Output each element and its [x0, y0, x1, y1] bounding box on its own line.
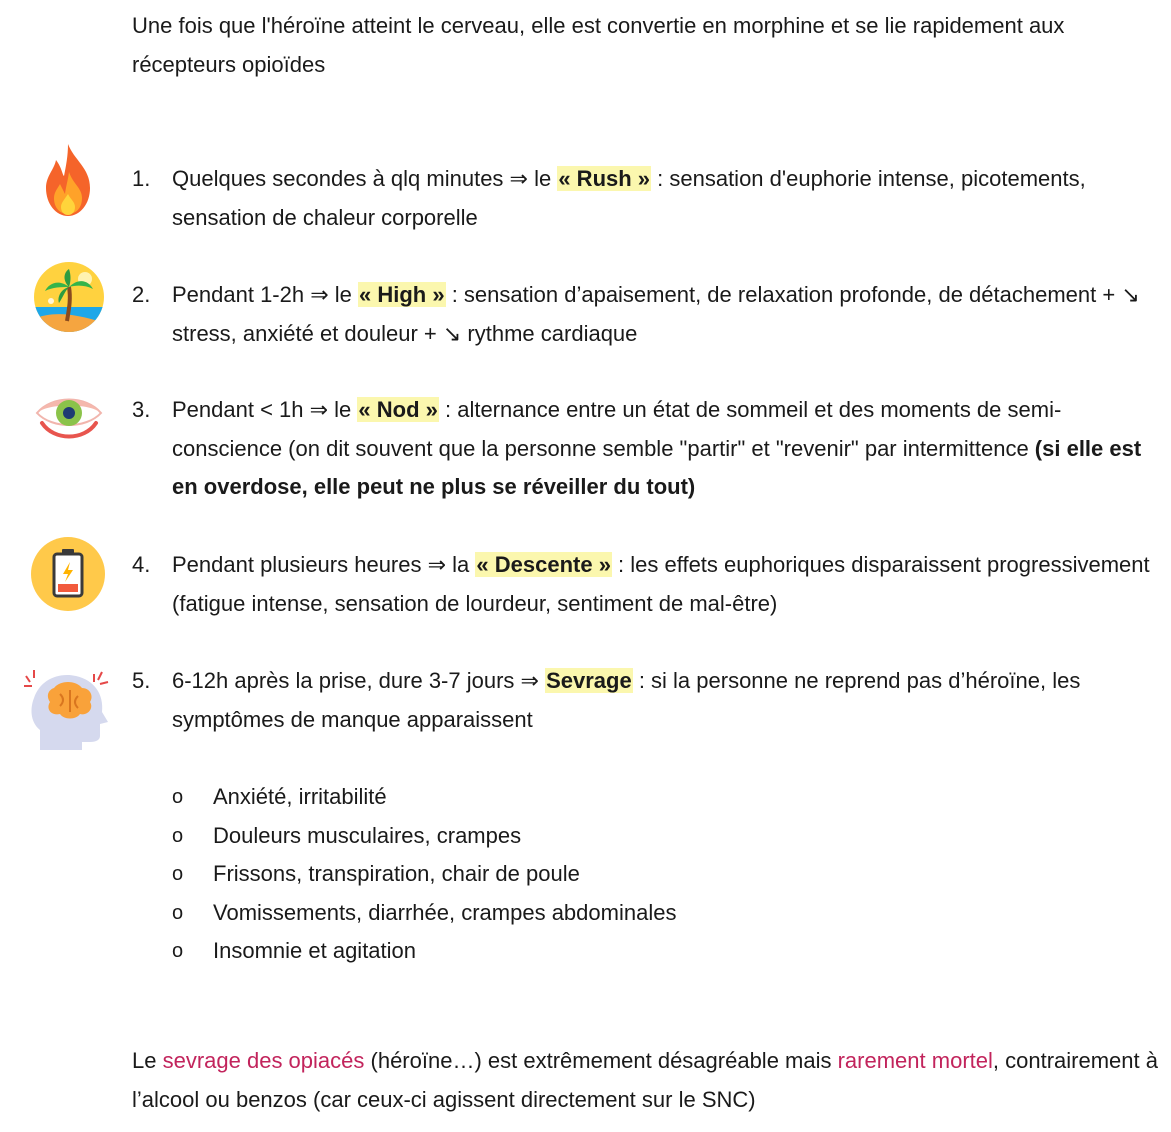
step-description: : les effets euphoriques disparaissent progressivement (fatigue intense, sensation de lourdeur, sentiment de mal-être) [172, 552, 1150, 616]
highlight-term: « Rush » [558, 166, 651, 191]
list-item [172, 817, 676, 856]
low-battery-icon [30, 536, 106, 612]
conclusion-part: (héroïne…) est extrêmement désagréable mais [364, 1048, 838, 1073]
symptom-text: Insomnie et agitation [213, 938, 417, 963]
step-text [172, 546, 1162, 623]
step-number: 3. [132, 397, 151, 422]
step-lead-text: Quelques secondes à qlq minutes ⇒ le [172, 166, 558, 191]
symptom-text: Douleurs musculaires, crampes [213, 822, 522, 848]
step-number: 2. [132, 282, 151, 307]
accent-term: sevrage des opiacés [162, 1048, 365, 1073]
highlight-term: « Nod » [358, 397, 438, 422]
bullet-marker: o [172, 824, 184, 847]
step-lead-text: Pendant plusieurs heures ⇒ la [172, 552, 476, 577]
step-nod [132, 391, 1162, 507]
fire-icon [38, 142, 98, 218]
step-number: 4. [132, 552, 151, 577]
symptoms-list [172, 778, 676, 971]
step-description: : sensation d’apaisement, de relaxation profonde, de détachement + ↘ stress, anxiété et douleur + ↘ rythme cardiaque [172, 282, 1140, 346]
list-item [172, 778, 676, 817]
symptom-text: Vomissements, diarrhée, crampes abdominales [213, 899, 677, 925]
intro-paragraph [132, 7, 1162, 84]
step-number: 1. [132, 166, 151, 191]
step-description: : si la personne ne reprend pas d’héroïne, les symptômes de manque apparaissent [172, 668, 1081, 732]
step-high [132, 276, 1162, 353]
conclusion-part: Le [132, 1048, 163, 1073]
conclusion-text [132, 1042, 1162, 1119]
bullet-marker: o [172, 940, 184, 962]
step-lead-text: Pendant < 1h ⇒ le [172, 397, 358, 422]
step-description: : alternance entre un état de sommeil et des moments de semi-conscience (on dit souvent que la personne semble "partir" et "revenir" par intermittence [172, 397, 1062, 461]
bullet-marker: o [172, 863, 184, 885]
overdose-warning: (si elle est en overdose, elle peut ne plus se réveiller du tout) [172, 435, 1142, 499]
step-text [172, 276, 1162, 353]
accent-term: rarement mortel [837, 1048, 993, 1073]
step-rush [132, 160, 1162, 237]
bullet-marker: o [172, 786, 184, 808]
step-text [172, 160, 1162, 237]
step-descente [132, 546, 1162, 623]
step-number: 5. [132, 668, 151, 693]
symptom-text: Frissons, transpiration, chair de poule [213, 861, 580, 886]
list-item [172, 932, 676, 971]
step-lead-text: Pendant 1-2h ⇒ le [172, 282, 359, 307]
list-item [172, 894, 676, 933]
step-sevrage [132, 662, 1162, 739]
step-lead-text: 6-12h après la prise, dure 3-7 jours ⇒ [172, 668, 546, 693]
step-text [172, 662, 1162, 739]
eye-icon [34, 389, 104, 445]
bullet-marker: o [172, 901, 184, 924]
highlight-term: « High » [359, 282, 445, 307]
highlight-term: Sevrage [546, 668, 632, 693]
step-text [172, 391, 1162, 507]
step-description: : sensation d'euphorie intense, picotements, sensation de chaleur corporelle [172, 166, 1086, 230]
symptom-text: Anxiété, irritabilité [213, 784, 387, 809]
highlight-term: « Descente » [476, 552, 611, 577]
palm-beach-icon [33, 261, 105, 333]
conclusion-part: , contrairement à l’alcool ou benzos (car ceux-ci agissent directement sur le SNC) [132, 1048, 1158, 1112]
list-item [172, 855, 676, 894]
intro-text: Une fois que l'héroïne atteint le cerveau, elle est convertie en morphine et se lie rapidement aux récepteurs opioïdes [132, 13, 1065, 77]
brain-head-icon [20, 664, 116, 756]
conclusion-paragraph [132, 1042, 1162, 1119]
